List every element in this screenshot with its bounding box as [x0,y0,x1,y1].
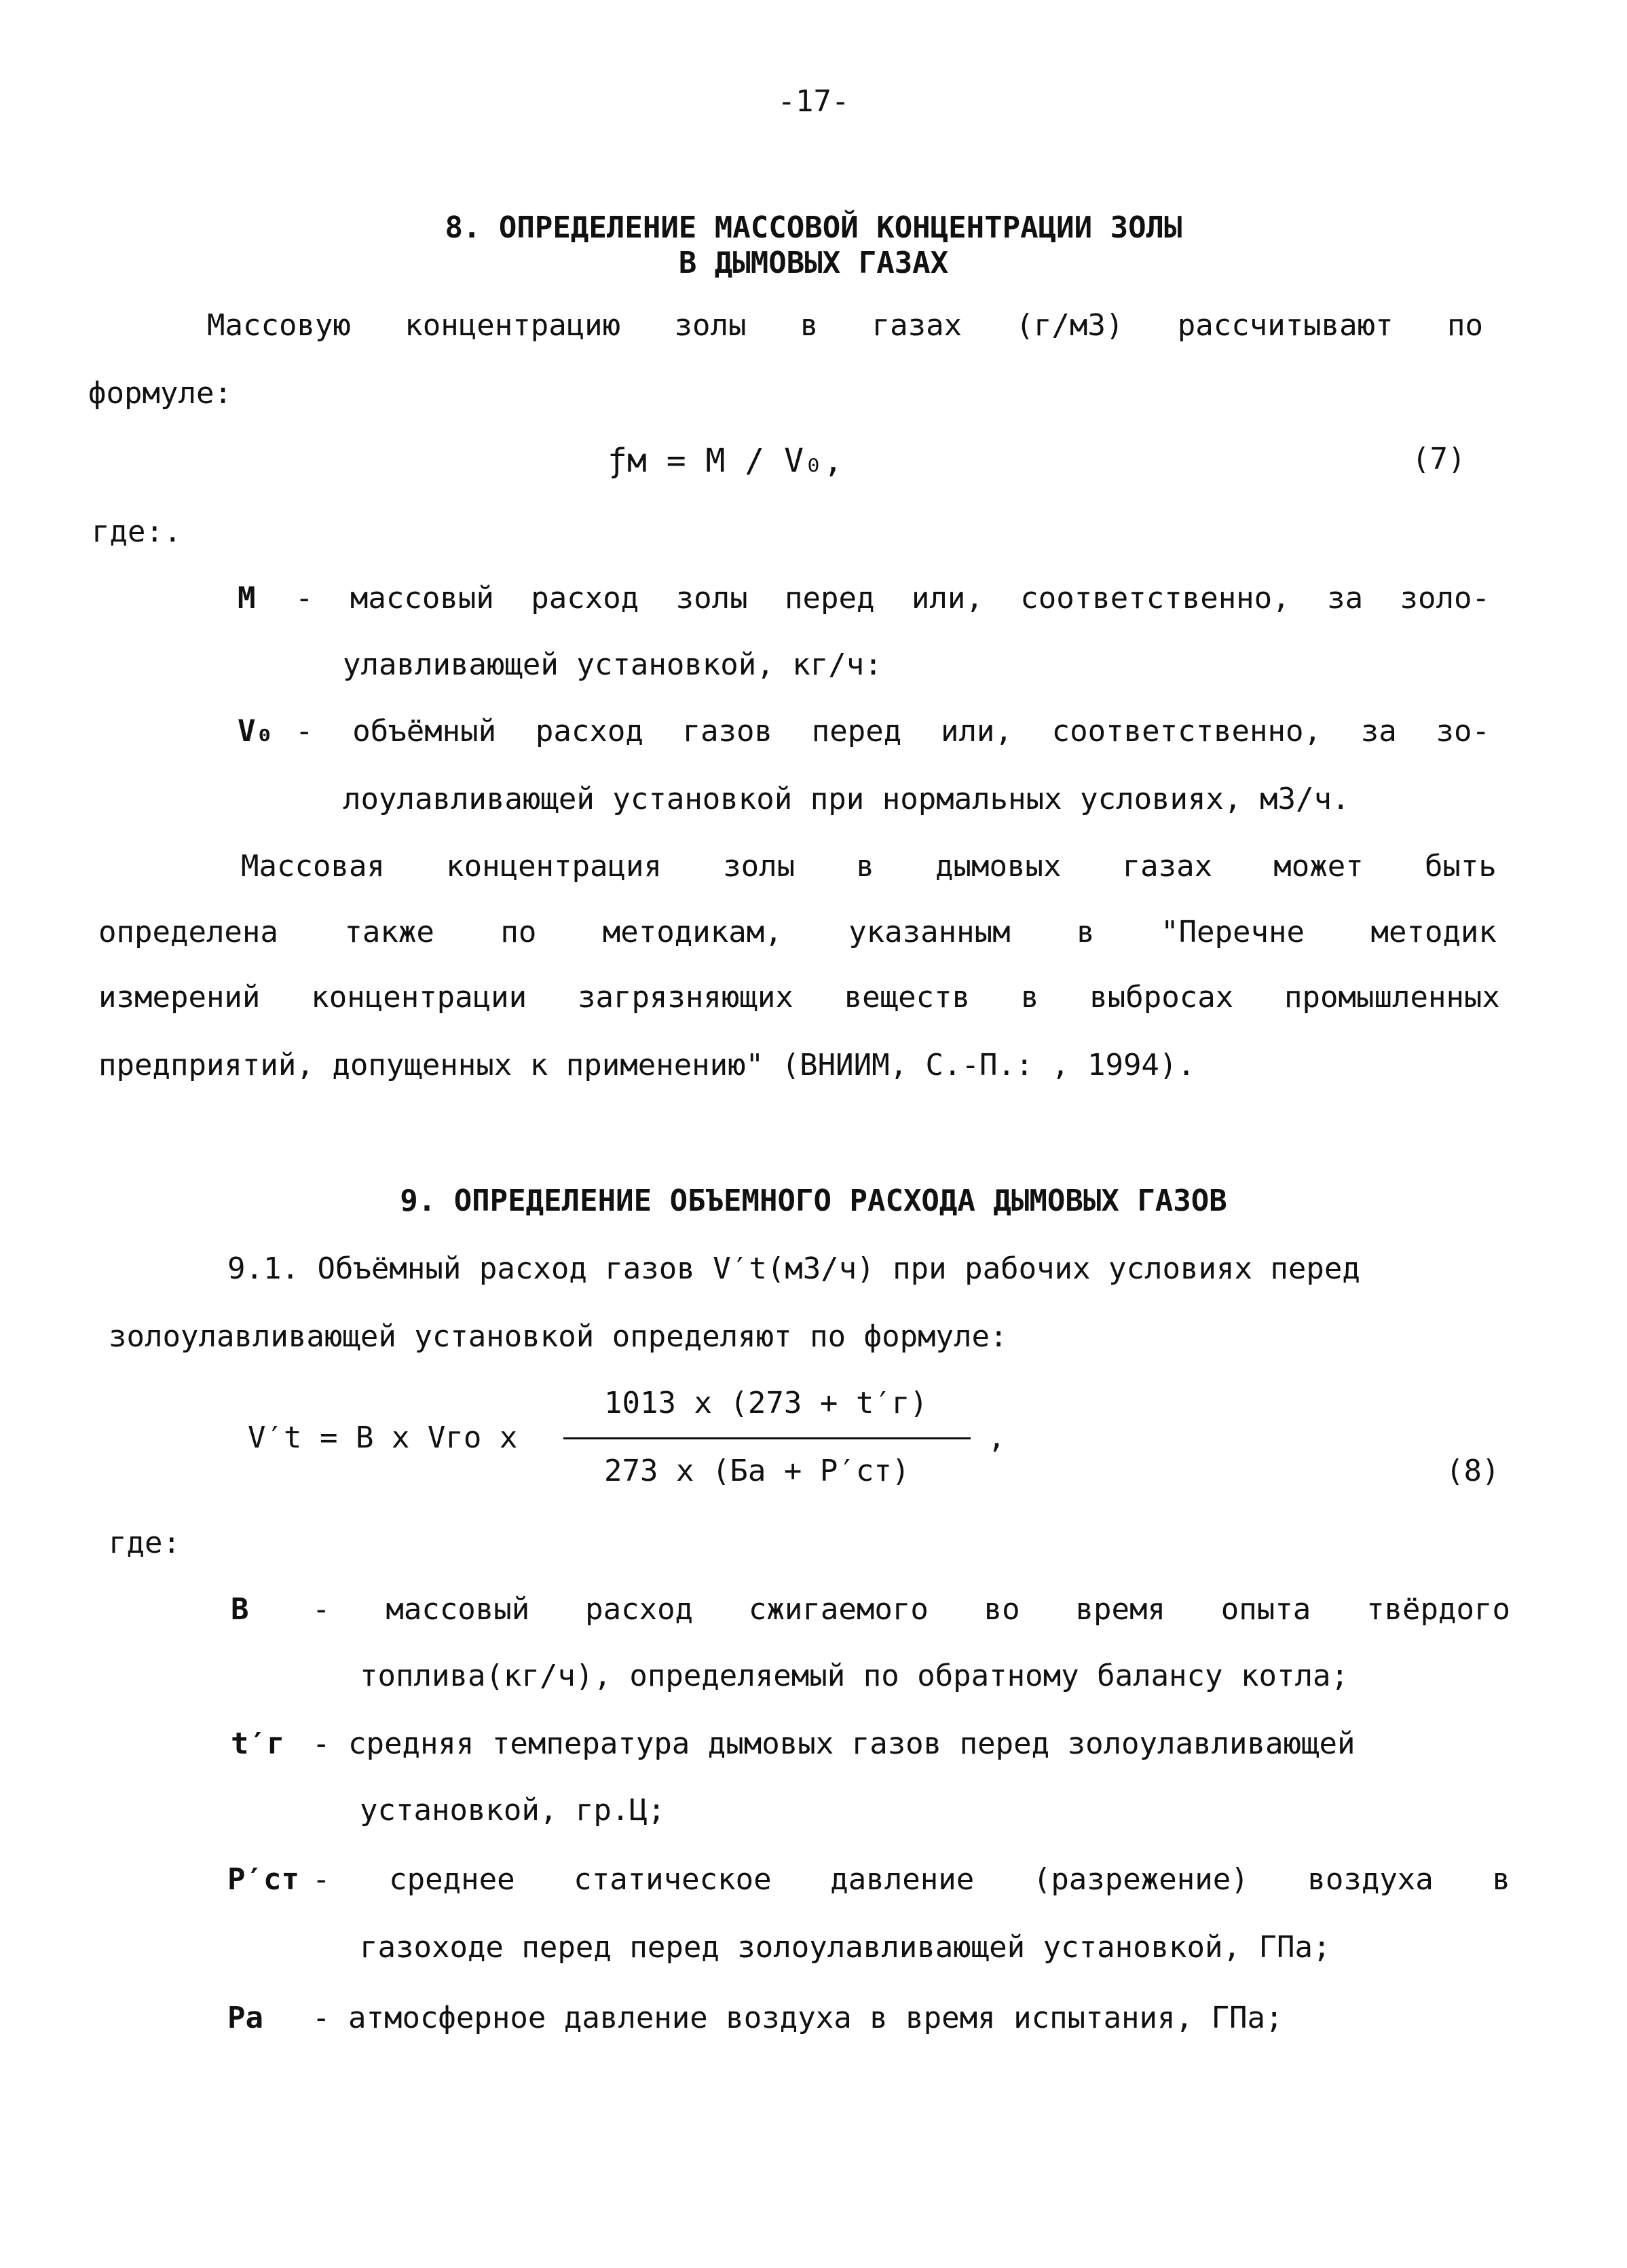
word: газах [872,308,962,343]
definition-b-line-1 [312,1592,1510,1627]
word: золы [723,849,796,884]
word: определена [98,915,278,949]
paragraph-line-2 [98,915,1497,949]
word: измерений [98,980,261,1015]
word: газов [682,714,773,749]
word: выбросах [1089,980,1234,1015]
word: рассчитывают [1177,308,1394,343]
definition-m-line-2: улавливающей установкой, кг/ч: [343,647,882,682]
formula-8-denominator: 273 х (Бa + P′ст) [604,1454,910,1488]
word: дымовых [935,849,1062,884]
paragraph-line-4: предприятий, допущенных к применению" (ВНИИМ, С.-П.: , 1994). [98,1048,1195,1082]
word: также [344,915,434,949]
word: расход [531,581,639,616]
definition-b-line-2: топлива(кг/ч), определяемый по обратному балансу котла; [360,1659,1349,1693]
word: (г/м3) [1015,308,1124,343]
word: перед [811,714,902,749]
section-9-heading: 9. ОПРЕДЕЛЕНИЕ ОБЪЕМНОГО РАСХОДА ДЫМОВЫХ ГАЗОВ [400,1184,1227,1218]
word: золо- [1400,581,1490,616]
definition-p-line-2: газоходе перед перед золоулавливающей установкой, ГПа; [360,1930,1331,1965]
word: быть [1424,849,1497,884]
word: концентрации [311,980,527,1015]
word: массовый [386,1592,530,1627]
word: золы [675,581,748,616]
word: объёмный [352,714,497,749]
word: - [295,581,314,616]
word: зо- [1436,714,1490,749]
formula-8-numerator: 1013 х (273 + t′г) [604,1386,928,1420]
formula-8-lhs: V′t = В х Vгo х [248,1420,518,1455]
section-8-heading-line-2: В ДЫМОВЫХ ГАЗАХ [678,246,949,280]
word: перед [785,581,875,616]
definition-t-line-1: - средняя температура дымовых газов перед золоулавливающей [312,1726,1355,1761]
word: (разрежение) [1032,1862,1249,1897]
definition-m-line-1 [295,581,1490,616]
definition-b-symbol: В [231,1592,249,1627]
word: опыта [1220,1592,1311,1627]
word: статическое [574,1862,772,1897]
formula-7: ƒм = М / V₀, [607,442,843,480]
formula-8-comma: , [988,1420,1006,1455]
word: газах [1122,849,1213,884]
word: в [1492,1862,1510,1897]
definition-v0-line-2: лоулавливающей установкой при нормальных условиях, м3/ч. [343,782,1350,816]
word: соответственно, [1020,581,1290,616]
word: - [312,1592,331,1627]
word: промышленных [1284,980,1500,1015]
page-number: -17- [777,84,850,119]
definition-p-symbol: P′ст [227,1862,299,1897]
word: по [1446,308,1483,343]
fraction-bar [563,1437,971,1439]
word: среднее [389,1862,515,1897]
word: массовый [350,581,494,616]
word: методик [1370,915,1497,949]
definition-v0-line-1 [295,714,1490,749]
word: указанным [848,915,1011,949]
word: в [1077,915,1095,949]
word: время [1075,1592,1165,1627]
where-label: где:. [92,514,182,549]
word: во [984,1592,1020,1627]
paragraph-line-1 [241,849,1497,884]
formula-8-number: (8) [1446,1454,1500,1488]
section-8-intro-line-1 [207,308,1483,343]
word: золы [674,308,747,343]
word: в [800,308,819,343]
word: Массовая [241,849,385,884]
word: расход [535,714,643,749]
word: или, [940,714,1013,749]
definition-t-symbol: t′г [231,1726,285,1761]
word: по [500,915,537,949]
section-9-1-line-2: золоулавливающей установкой определяют по формуле: [109,1319,1008,1354]
word: концентрацию [405,308,621,343]
word: концентрация [446,849,662,884]
definition-pa-symbol: Pa [227,2001,263,2035]
word: за [1327,581,1364,616]
word: или, [911,581,984,616]
word: может [1273,849,1364,884]
section-8-heading-line-1: 8. ОПРЕДЕЛЕНИЕ МАССОВОЙ КОНЦЕНТРАЦИИ ЗОЛЫ [445,210,1182,245]
where-label-2: где: [109,1526,181,1560]
section-9-1-line-1: 9.1. Объёмный расход газов V′t(м3/ч) при рабочих условиях перед [227,1251,1360,1286]
word: воздуха [1307,1862,1434,1897]
definition-v0-symbol: V₀ [238,714,274,749]
paragraph-line-3 [98,980,1500,1015]
word: соответственно, [1051,714,1322,749]
section-8-intro-line-2: формуле: [88,376,232,411]
word: в [856,849,874,884]
word: - [312,1862,331,1897]
definition-pa-line-1: - атмосферное давление воздуха в время испытания, ГПа; [312,2001,1284,2035]
definition-p-line-1 [312,1862,1510,1897]
word: расход [585,1592,694,1627]
word: - [295,714,314,749]
word: за [1360,714,1397,749]
word: загрязняющих [577,980,793,1015]
definition-m-symbol: М [238,581,256,616]
word: в [1020,980,1039,1015]
word: Массовую [207,308,351,343]
word: методикам, [602,915,783,949]
word: веществ [844,980,971,1015]
formula-7-number: (7) [1412,442,1466,476]
definition-t-line-2: установкой, гр.Ц; [360,1793,666,1828]
word: "Перечне [1161,915,1305,949]
word: твёрдого [1366,1592,1510,1627]
word: давление [830,1862,975,1897]
word: сжигаемого [748,1592,929,1627]
